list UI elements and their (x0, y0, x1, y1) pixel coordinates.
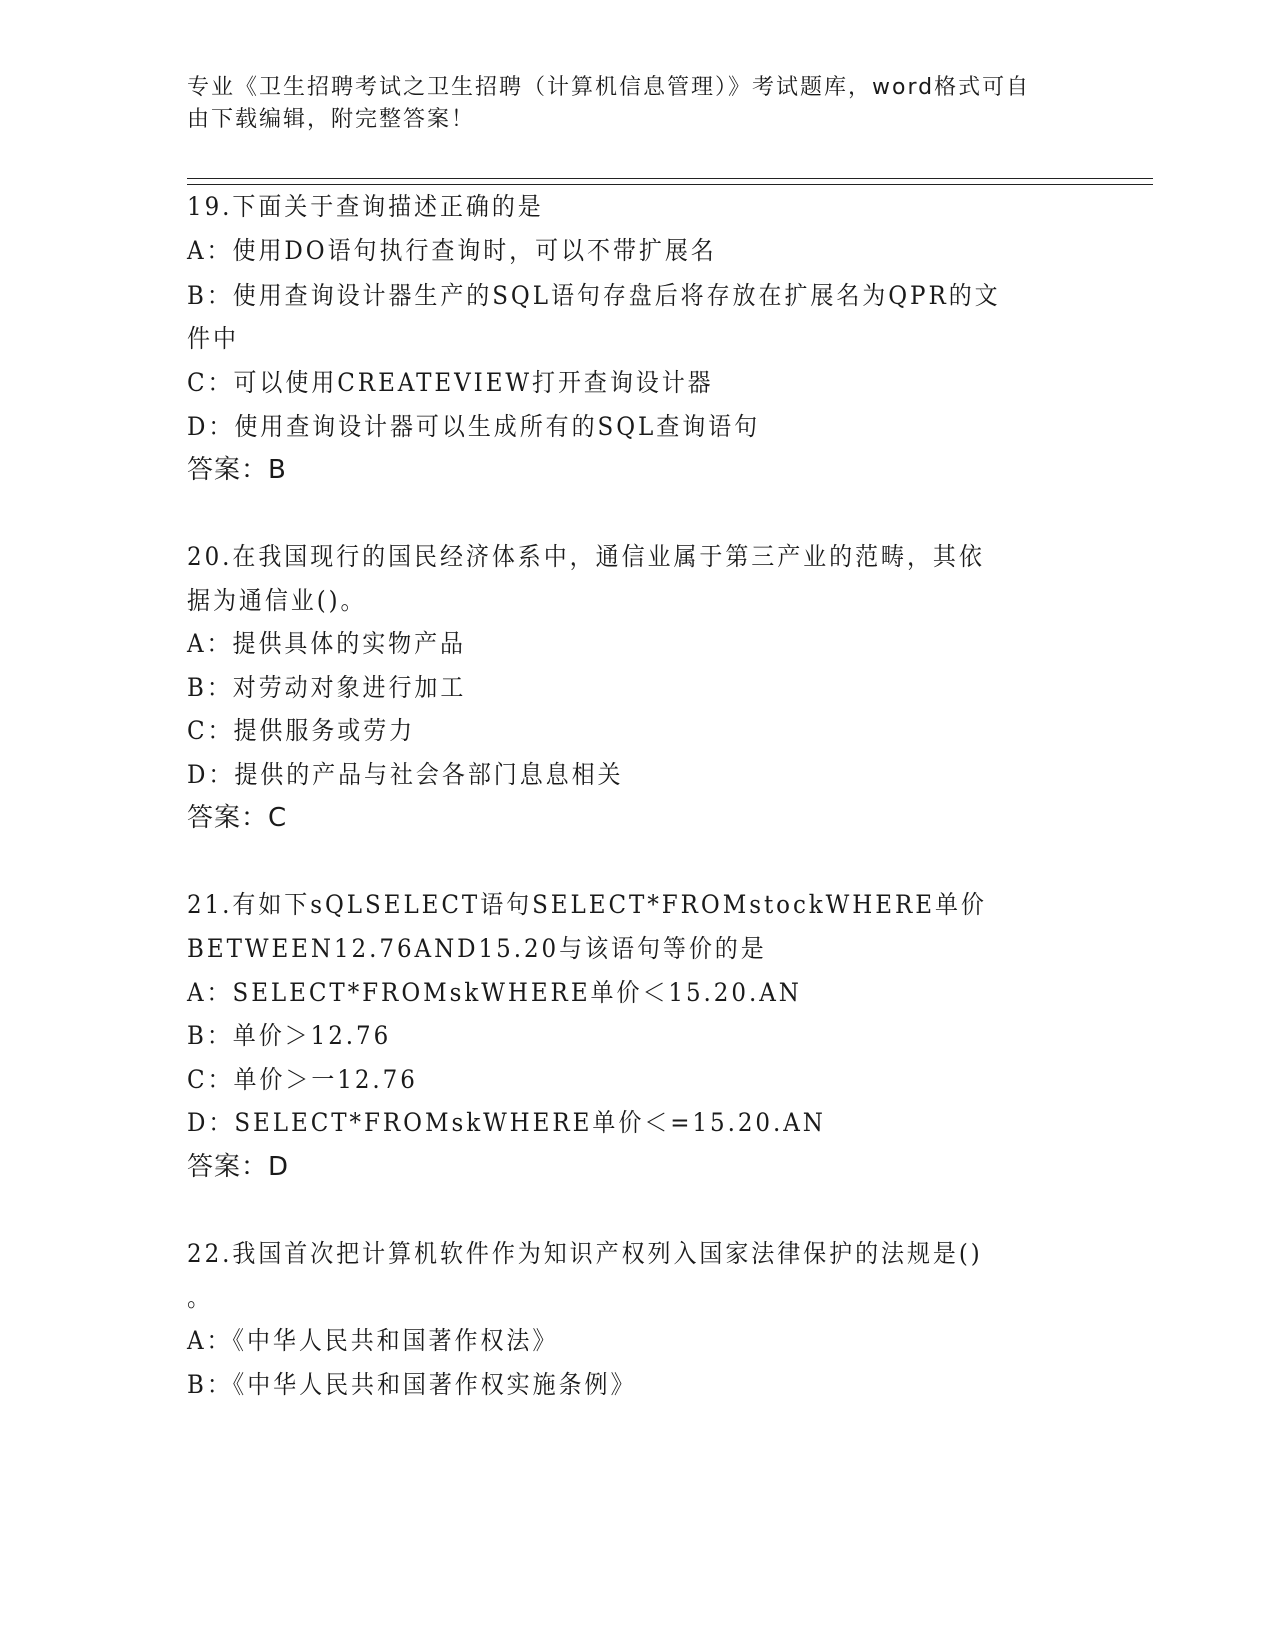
question-21-stem: 21.有如下sQLSELECT语句SELECT*FROMstockWHERE单价 (187, 890, 987, 919)
question-21-option-b: B：单价＞12.76 (187, 1021, 392, 1050)
question-20-option-a: A：提供具体的实物产品 (187, 629, 467, 658)
question-20-answer: 答案：C (187, 803, 288, 833)
document-header (187, 72, 1067, 136)
question-22-option-b: B：《中华人民共和国著作权实施条例》 (187, 1370, 637, 1399)
question-22-stem: 22.我国首次把计算机软件作为知识产权列入国家法律保护的法规是() (187, 1239, 983, 1268)
question-19-option-c: C：可以使用CREATEVIEW打开查询设计器 (187, 368, 714, 397)
question-21-option-c: C：单价＞一12.76 (187, 1065, 418, 1094)
question-20-stem: 20.在我国现行的国民经济体系中，通信业属于第三产业的范畴，其依 (187, 542, 985, 571)
question-19-option-a: A：使用DO语句执行查询时，可以不带扩展名 (187, 236, 717, 265)
question-19-answer: 答案：B (187, 455, 287, 485)
question-19-option-b-cont: 件中 (187, 324, 239, 353)
question-21-option-d: D：SELECT*FROMskWHERE单价＜=15.20.AN (187, 1108, 826, 1137)
header-line-2: 由下载编辑，附完整答案！ (187, 107, 476, 132)
header-divider-top (187, 178, 1153, 179)
header-divider-bottom (187, 184, 1153, 185)
question-20-stem-cont: 据为通信业()。 (187, 586, 367, 615)
question-20-option-b: B：对劳动对象进行加工 (187, 673, 467, 702)
question-19-option-b: B：使用查询设计器生产的SQL语句存盘后将存放在扩展名为QPR的文 (187, 281, 1001, 310)
question-22-stem-cont: 。 (187, 1283, 213, 1312)
header-line-1: 专业《卫生招聘考试之卫生招聘（计算机信息管理）》考试题库，word格式可自 (187, 75, 1031, 100)
question-22-option-a: A：《中华人民共和国著作权法》 (187, 1326, 559, 1355)
question-21-option-a: A：SELECT*FROMskWHERE单价＜15.20.AN (187, 978, 802, 1007)
question-21-answer: 答案：D (187, 1152, 290, 1182)
question-19-option-d: D：使用查询设计器可以生成所有的SQL查询语句 (187, 412, 761, 441)
question-20-option-d: D：提供的产品与社会各部门息息相关 (187, 760, 624, 789)
question-19-stem: 19.下面关于查询描述正确的是 (187, 192, 544, 221)
question-21-stem-cont: BETWEEN12.76AND15.20与该语句等价的是 (187, 934, 767, 963)
question-20-option-c: C：提供服务或劳力 (187, 716, 416, 745)
